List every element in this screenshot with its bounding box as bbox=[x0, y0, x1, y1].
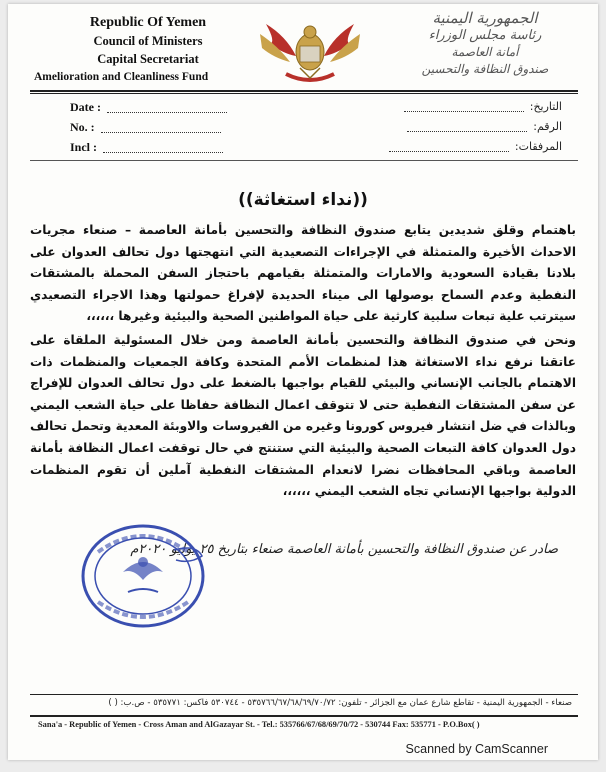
number-field-ar: الرقم: bbox=[407, 120, 562, 133]
fund-name-en: Amelioration and Cleanliness Fund bbox=[34, 71, 209, 83]
country-name-en: Republic Of Yemen bbox=[89, 15, 207, 30]
scanner-watermark: Scanned by CamScanner bbox=[405, 742, 548, 756]
fund-name-ar: صندوق النظافة والتحسين bbox=[421, 62, 549, 76]
attachments-field-ar: المرفقات: bbox=[389, 140, 562, 153]
letter-page bbox=[8, 4, 598, 760]
header-divider bbox=[30, 90, 578, 92]
arabic-letterhead bbox=[400, 10, 570, 78]
footer-address-en: Sana'a - Republic of Yemen - Cross Aman and AlGazayar St. - Tel.: 535766/67/68/69/70/72 - 530744 Fax: 535771 - P.O.Box( ) bbox=[38, 720, 480, 729]
date-field-ar: التاريخ: bbox=[404, 100, 562, 113]
footer-address-ar: صنعاء - الجمهورية اليمنية - تقاطع شارع عمان مع الجزائر - تلفون: ٥٣٥٧٦٦/٦٧/٦٨/٦٩/٧٠/٧٢ - ٥٣٠٧٤٤ فاكس: ٥٣٥٧٧١ - ص.ب: ( ) bbox=[108, 698, 572, 708]
council-name-ar: رئاسة مجلس الوزراء bbox=[428, 28, 542, 43]
number-field-en: No. : bbox=[70, 120, 221, 135]
yemen-eagle-emblem-icon bbox=[256, 16, 364, 88]
letter-title: ((نداء استغاثة)) bbox=[238, 190, 368, 210]
letter-paragraph-2: ونحن في صندوق النظافة والتحسين بأمانة العاصمة ومن خلال المسئولية الملقاة على عاتقنا نرفع نداء الاستغاثة هذا لمنظمات الأمم المتحدة وكافة الجمعيات والمنظمات ذات الاهتمام بالجانب الإنساني والبيئي للقيام بواجبها بالضغط على دول تحالف العدوان للإفراج عن سفن المشتقات النفطية حتى لا تتوقف اعمال النظافة حفاظا على حياة الشعب اليمني وبالذات في ضل انتشار فيروس كورونا وغيره من الفيروسات والاوبئة المعدية وتحمل تحالف دول العدوان كافة التبعات الصحية والبيئية التي ستنتج في حال توقفت اعمال النظافة بأمانة العاصمة وباقي المحافظات نضرا لانعدام المشتقات النفطية آملين أن تقوم المنظمات الدولية بواجبها الإنساني تجاه الشعب اليمني ،،،،،، bbox=[30, 333, 576, 499]
date-field-en: Date : bbox=[70, 100, 227, 115]
council-name-en: Council of Ministers bbox=[93, 34, 203, 48]
secretariat-name-ar: أمانة العاصمة bbox=[451, 45, 519, 59]
secretariat-name-en: Capital Secretariat bbox=[97, 52, 199, 66]
meta-divider bbox=[30, 160, 578, 161]
official-stamp-icon bbox=[78, 522, 208, 630]
country-name-ar: الجمهورية اليمنية bbox=[432, 9, 538, 27]
attachments-field-en: Incl : bbox=[70, 140, 223, 155]
issued-by-line: صادر عن صندوق النظافة والتحسين بأمانة العاصمة صنعاء بتاريخ ٢٥ يوليو ٢٠٢٠م bbox=[130, 542, 558, 557]
english-letterhead bbox=[34, 14, 248, 86]
header-divider-thin bbox=[30, 93, 578, 94]
letter-paragraph-1: باهتمام وقلق شديدين يتابع صندوق النظافة والتحسين بأمانة العاصمة – صنعاء مجريات الاحداث الأخيرة والمتمثلة في الإجراءات التصعيدية التي انتهجتها دول تحالف العدوان على بلادنا بقيادة السعودية والامارات والمتمثلة بقيامهم باحتجاز السفن المحملة بالمشتقات النفطية وعدم السماح بوصولها الى ميناء الحديدة لإفراغ حمولتها وهذا الاجراء التصعيدي سيترتب علية تبعات سلبية كارثية على حياة المواطنين الصحية والبيئية وغيرها ،،،،،، bbox=[30, 223, 576, 324]
